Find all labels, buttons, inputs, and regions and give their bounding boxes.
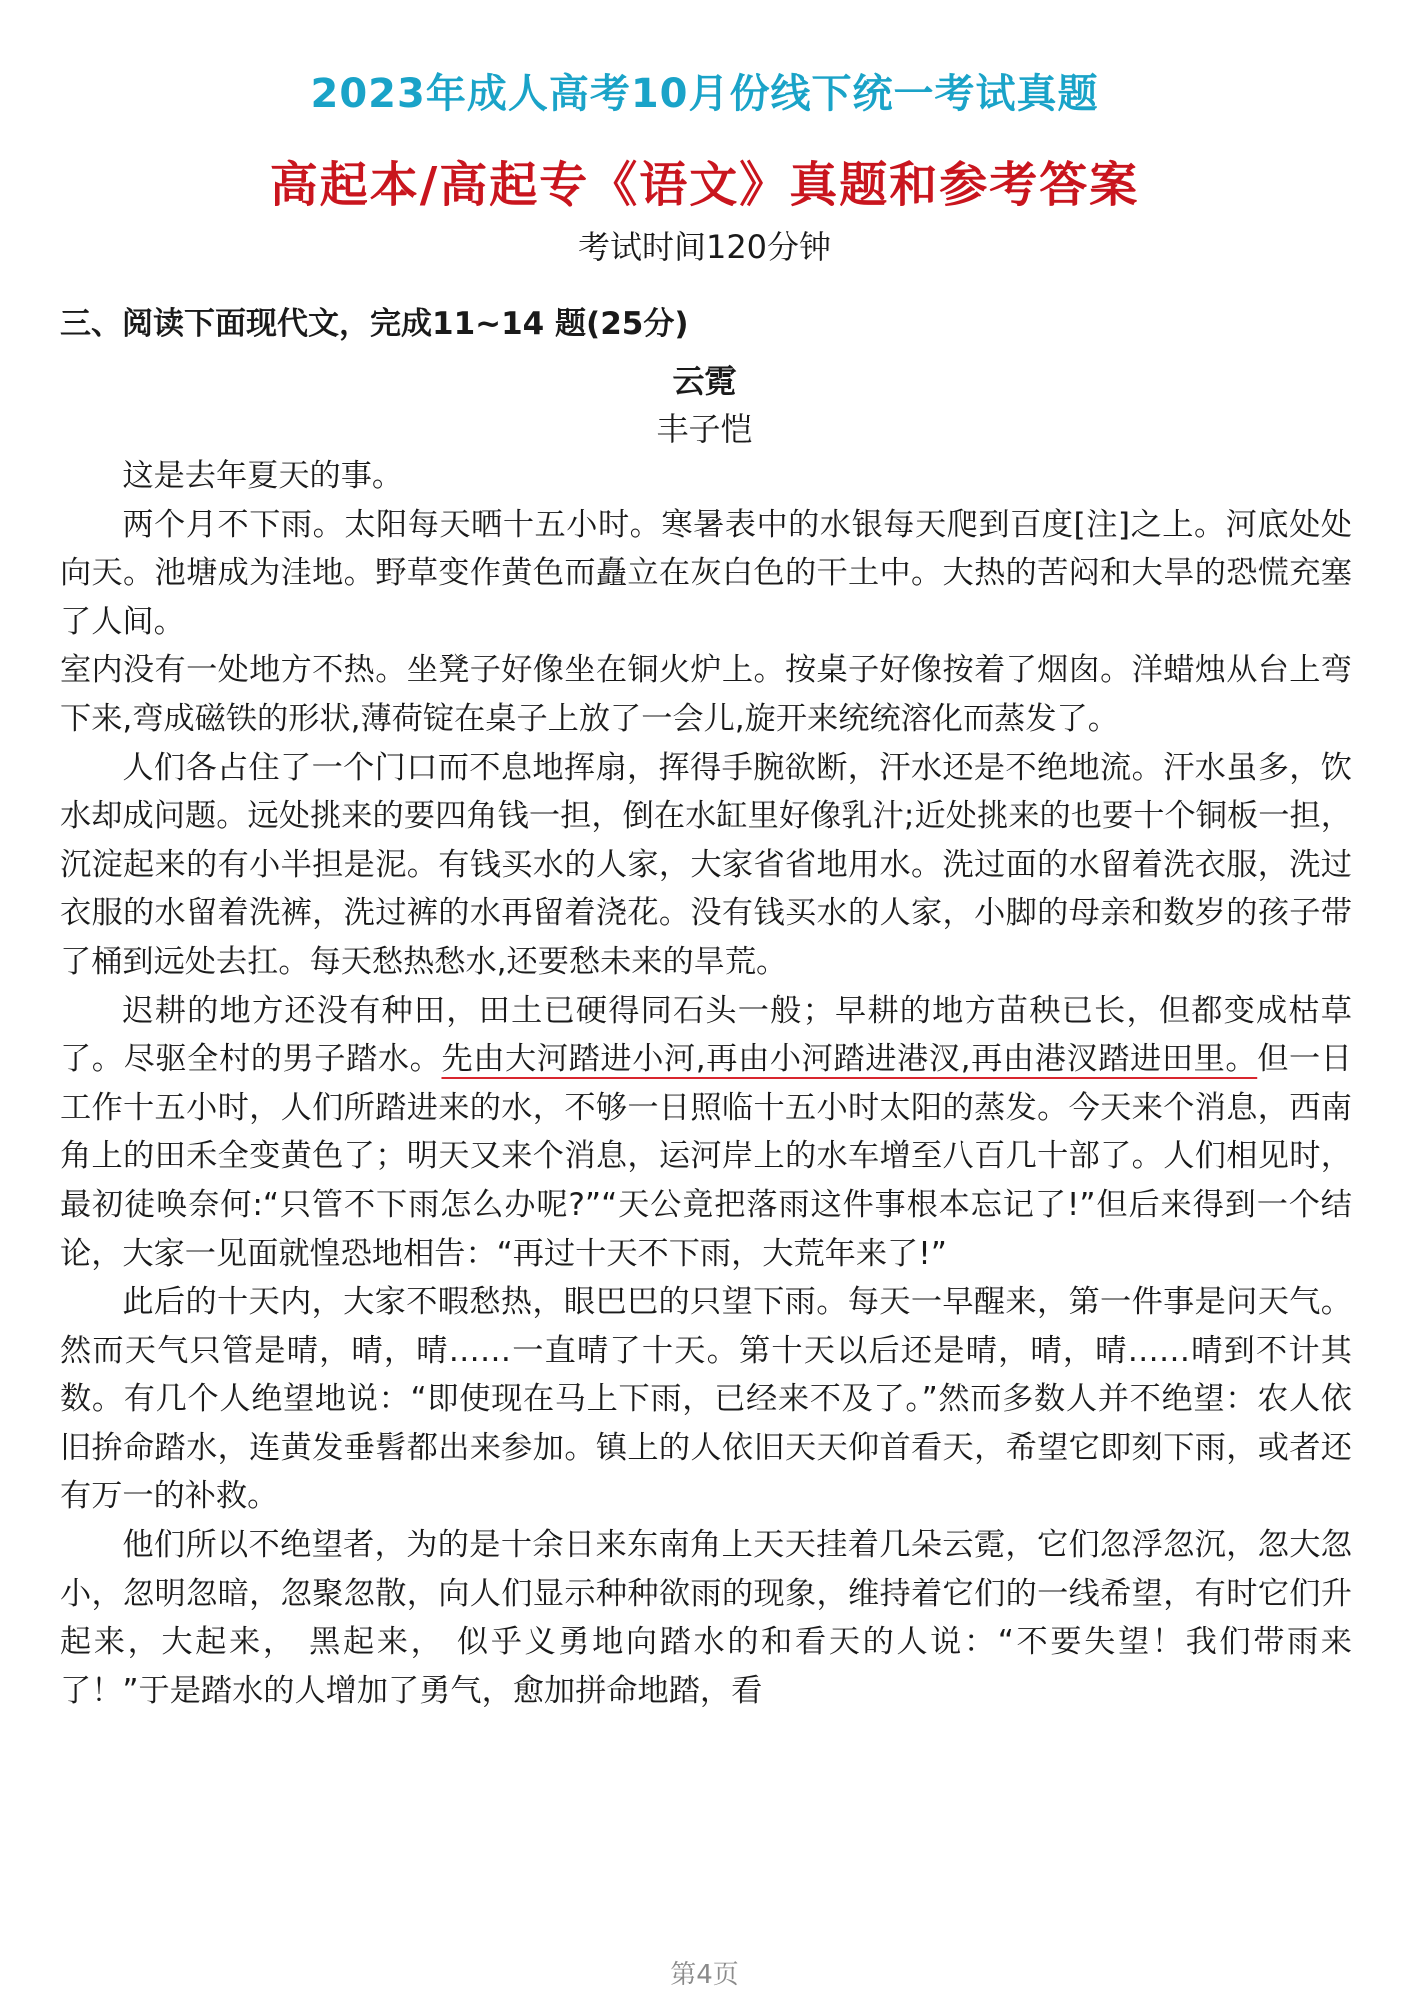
paragraph: 人们各占住了一个门口而不息地挥扇，挥得手腕欲断，汗水还是不绝地流。汗水虽多，饮水却成问题。远处挑来的要四角钱一担，倒在水缸里好像乳汁;近处挑来的也要十个铜板一担，沉淀起来的有小半担是泥。有钱买水的人家，大家省省地用水。洗过面的水留着洗衣服，洗过衣服的水留着洗裤，洗过裤的水再留着浇花。没有钱买水的人家，小脚的母亲和数岁的孩子带了桶到远处去扛。每天愁热愁水,还要愁未来的旱荒。 [60, 749, 1352, 980]
article-body [60, 452, 1352, 1715]
paragraph: 此后的十天内，大家不暇愁热，眼巴巴的只望下雨。每天一早醒来，第一件事是问天气。然而天气只管是晴，晴，晴……一直晴了十天。第十天以后还是晴，晴，晴……晴到不计其数。有几个人绝望地说：“即使现在马上下雨，已经来不及了。”然而多数人并不绝望：农人依旧拚命踏水，连黄发垂髫都出来参加。镇上的人依旧天天仰首看天，希望它即刻下雨，或者还有万一的补救。 [60, 1284, 1352, 1515]
underlined-sentence: 先由大河踏进小河,再由小河踏进港汊,再由港汊踏进田里。 [441, 1041, 1258, 1078]
paragraph: 室内没有一处地方不热。坐凳子好像坐在铜火炉上。按桌子好像按着了烟囱。洋蜡烛从台上弯下来,弯成磁铁的形状,薄荷锭在桌子上放了一会儿,旋开来统统溶化而蒸发了。 [60, 652, 1352, 737]
paragraph-text: 迟耕的地方还没有种田，田土已硬得同石头一般；早耕的地方苗秧已长，但都变成枯草了。尽驱全村的男子踏水。 [60, 992, 1352, 1078]
article-author: 丰子恺 [656, 410, 753, 448]
page-number: 第4页 [670, 1960, 739, 1990]
paper-title: 高起本/高起专《语文》真题和参考答案 [269, 157, 1140, 213]
paragraph: 这是去年夏天的事。 [122, 458, 404, 494]
section-heading: 三、阅读下面现代文，完成11~14 题(25分) [60, 306, 689, 342]
exam-title: 2023年成人高考10月份线下统一考试真题 [310, 71, 1099, 117]
article-title: 云霓 [672, 362, 737, 400]
paragraph: 他们所以不绝望者，为的是十余日来东南角上天天挂着几朵云霓，它们忽浮忽沉，忽大忽小，忽明忽暗，忽聚忽散，向人们显示种种欲雨的现象，维持着它们的一线希望，有时它们升起来，大起来， 黑起来， 似乎义勇地向踏水的和看天的人说：“不要失望！我们带雨来了！”于是踏水的人增加了勇气，愈加拼命地踏，看 [60, 1527, 1352, 1709]
paragraph: 两个月不下雨。太阳每天晒十五小时。寒暑表中的水银每天爬到百度[注]之上。河底处处向天。池塘成为洼地。野草变作黄色而矗立在灰白色的干土中。大热的苦闷和大旱的恐慌充塞了人间。 [60, 506, 1352, 640]
paragraph-text: 但一日工作十五小时，人们所踏进来的水，不够一日照临十五小时太阳的蒸发。今天来个消息，西南角上的田禾全变黄色了；明天又来个消息，运河岸上的水车增至八百几十部了。人们相见时，最初徒唤奈何:“只管不下雨怎么办呢?”“天公竟把落雨这件事根本忘记了!”但后来得到一个结论，大家一见面就惶恐地相告：“再过十天不下雨，大荒年来了!” [60, 1041, 1352, 1272]
exam-time: 考试时间120分钟 [577, 228, 832, 266]
paragraph [60, 987, 1352, 1279]
